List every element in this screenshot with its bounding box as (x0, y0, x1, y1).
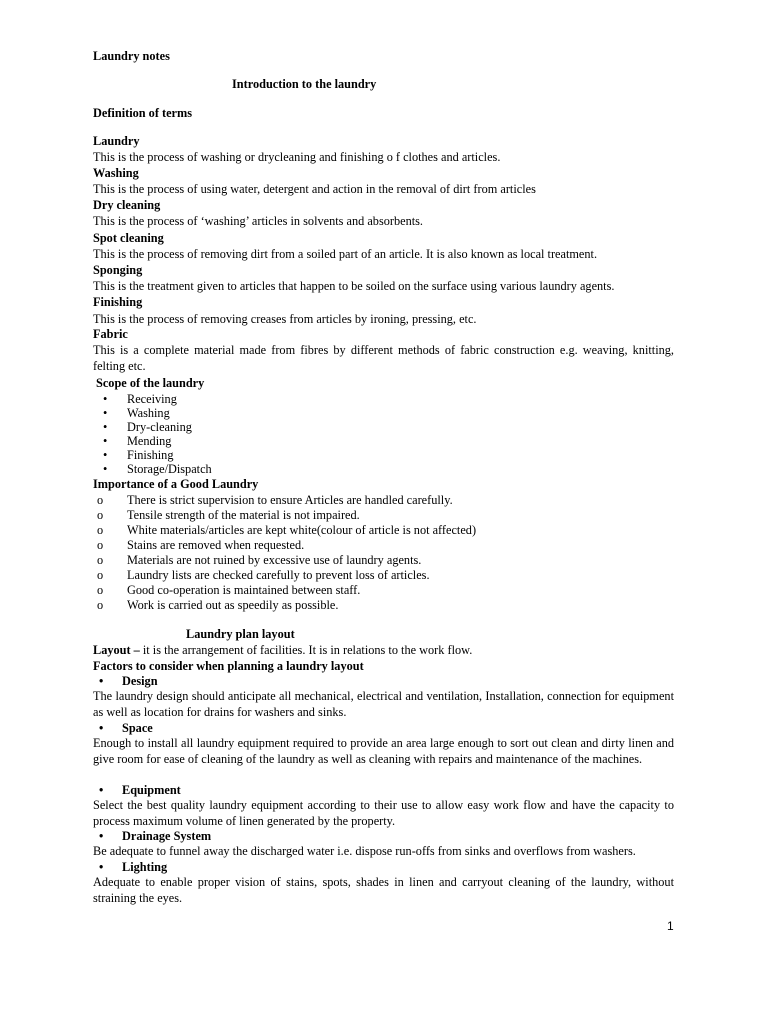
importance-heading: Importance of a Good Laundry (93, 477, 259, 491)
circle-bullet-icon: o (97, 568, 104, 582)
circle-bullet-icon: o (97, 508, 104, 522)
scope-heading: Scope of the laundry (96, 376, 205, 390)
factor-text: Enough to install all laundry equipment required to provide an area large enough to sort out clean and dirty linen and give room for ease of cleaning of the laundry as well as cleaning with repairs and maintenance of the machines. (93, 736, 674, 766)
scope-item: Washing (127, 406, 170, 420)
importance-item: Good co-operation is maintained between staff. (127, 583, 361, 597)
factor-name: Design (122, 674, 158, 688)
bullet-icon: • (99, 860, 104, 874)
doc-title: Laundry notes (93, 49, 170, 63)
bullet-icon: • (99, 674, 104, 688)
factor-name: Equipment (122, 783, 181, 797)
term-dry-cleaning: Dry cleaning (93, 198, 161, 212)
layout-term: Layout – (93, 643, 140, 657)
bullet-icon: • (99, 721, 104, 735)
importance-item: Work is carried out as speedily as possible. (127, 598, 339, 612)
bullet-icon: • (99, 783, 104, 797)
factor-text: Adequate to enable proper vision of stains, spots, shades in linen and carryout cleaning of the laundry, without straining the eyes. (93, 875, 674, 905)
factor-text: Be adequate to funnel away the discharged water i.e. dispose run-offs from sinks and overflows from washers. (93, 844, 636, 858)
importance-item: Materials are not ruined by excessive use of laundry agents. (127, 553, 422, 567)
definition-washing: This is the process of using water, detergent and action in the removal of dirt from articles (93, 182, 536, 196)
plan-heading: Laundry plan layout (186, 627, 295, 641)
factor-text: The laundry design should anticipate all mechanical, electrical and ventilation, Installation, connection for equipment as well as location for drains for washers and sinks. (93, 689, 674, 719)
circle-bullet-icon: o (97, 523, 104, 537)
factor-name: Space (122, 721, 153, 735)
bullet-icon: • (103, 448, 108, 462)
bullet-icon: • (103, 434, 108, 448)
circle-bullet-icon: o (97, 583, 104, 597)
bullet-icon: • (103, 392, 108, 406)
intro-heading: Introduction to the laundry (232, 77, 377, 91)
page-number: 1 (667, 919, 674, 933)
bullet-icon: • (103, 462, 108, 476)
circle-bullet-icon: o (97, 598, 104, 612)
definition-dry-cleaning: This is the process of ‘washing’ articles in solvents and absorbents. (93, 214, 424, 228)
importance-item: White materials/articles are kept white(colour of article is not affected) (127, 523, 477, 537)
importance-item: Laundry lists are checked carefully to prevent loss of articles. (127, 568, 430, 582)
bullet-icon: • (103, 420, 108, 434)
importance-item: Tensile strength of the material is not impaired. (127, 508, 360, 522)
definition-spot-cleaning: This is the process of removing dirt from a soiled part of an article. It is also known as local treatment. (93, 247, 598, 261)
circle-bullet-icon: o (97, 538, 104, 552)
layout-definition (93, 642, 472, 658)
definitions-heading: Definition of terms (93, 106, 193, 120)
scope-item: Dry-cleaning (127, 420, 192, 434)
factor-name: Lighting (122, 860, 168, 874)
importance-item: Stains are removed when requested. (127, 538, 305, 552)
scope-item: Receiving (127, 392, 177, 406)
scope-item: Storage/Dispatch (127, 462, 212, 476)
layout-definition-text: it is the arrangement of facilities. It is in relations to the work flow. (139, 643, 473, 657)
circle-bullet-icon: o (97, 493, 104, 507)
scope-item: Finishing (127, 448, 174, 462)
importance-item: There is strict supervision to ensure Articles are handled carefully. (127, 493, 453, 507)
term-fabric: Fabric (93, 327, 128, 341)
circle-bullet-icon: o (97, 553, 104, 567)
factor-name: Drainage System (122, 829, 212, 843)
definition-sponging: This is the treatment given to articles that happen to be soiled on the surface using various laundry agents. (93, 279, 615, 293)
factor-text: Select the best quality laundry equipment according to their use to allow easy work flow and have the capacity to process maximum volume of linen generated by the property. (93, 798, 674, 828)
document-page (93, 0, 675, 1024)
bullet-icon: • (103, 406, 108, 420)
definition-finishing: This is the process of removing creases from articles by ironing, pressing, etc. (93, 312, 477, 326)
term-laundry: Laundry (93, 134, 140, 148)
term-spot-cleaning: Spot cleaning (93, 231, 164, 245)
term-sponging: Sponging (93, 263, 143, 277)
definition-laundry: This is the process of washing or drycleaning and finishing o f clothes and articles. (93, 150, 501, 164)
term-finishing: Finishing (93, 295, 143, 309)
scope-item: Mending (127, 434, 172, 448)
factors-heading: Factors to consider when planning a laundry layout (93, 659, 364, 673)
definition-fabric: This is a complete material made from fibres by different methods of fabric construction e.g. weaving, knitting, felting etc. (93, 343, 674, 373)
bullet-icon: • (99, 829, 104, 843)
term-washing: Washing (93, 166, 139, 180)
